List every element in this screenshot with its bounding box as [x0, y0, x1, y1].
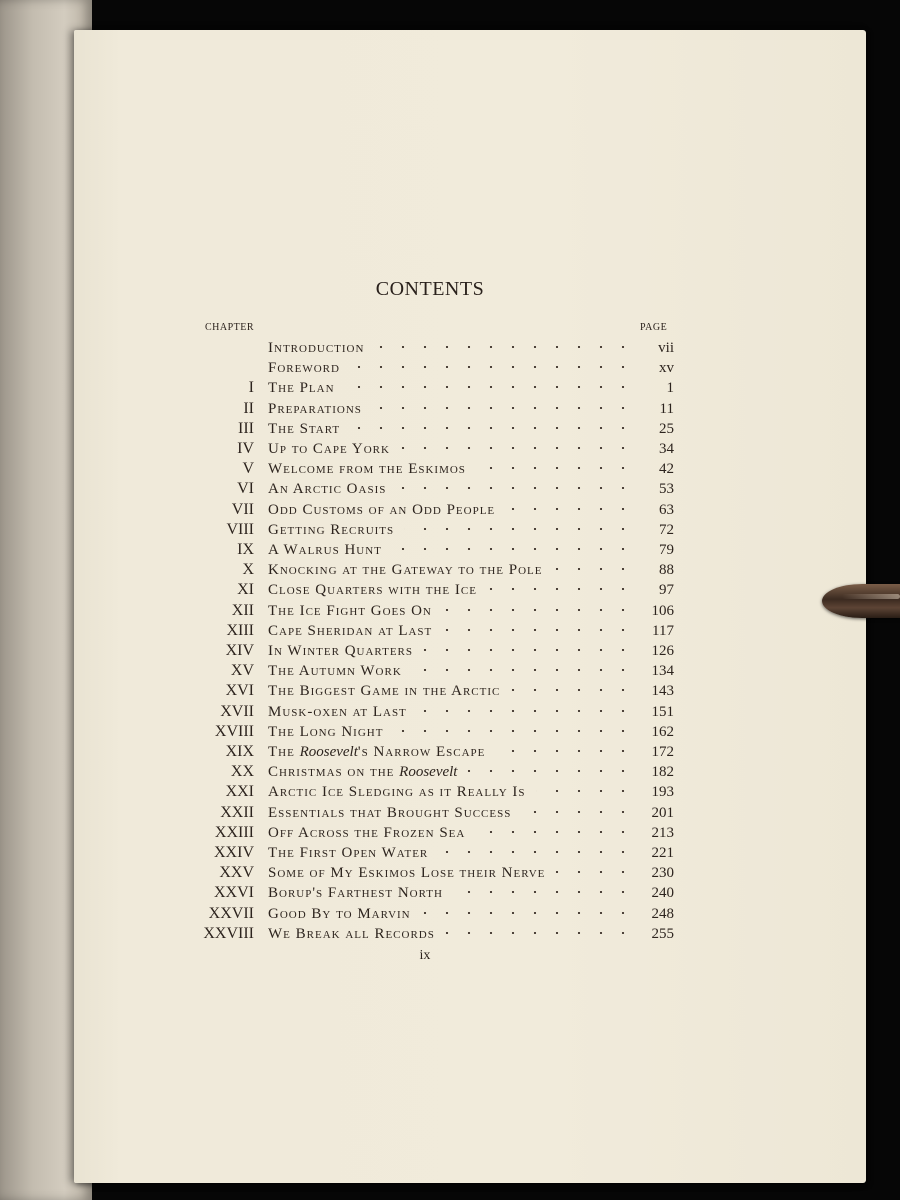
chapter-numeral: IV	[237, 440, 254, 457]
chapter-numeral: II	[243, 399, 254, 417]
page-number: 172	[651, 744, 674, 760]
chapter-numeral: XXVII	[208, 904, 254, 922]
toc-entry	[0, 702, 900, 722]
chapter-title: A Walrus Hunt	[268, 542, 382, 558]
chapter-title: The Ice Fight Goes On	[268, 602, 432, 619]
page-number: 42	[659, 461, 674, 478]
toc-entry	[0, 338, 900, 358]
contents-heading: CONTENTS	[375, 278, 485, 300]
dot-leader	[553, 568, 634, 570]
chapter-title: Getting Recruits	[268, 521, 395, 538]
chapter-title: Good By to Marvin	[268, 905, 411, 922]
page-number: 162	[651, 723, 674, 740]
toc-entry	[0, 681, 900, 701]
chapter-title: Introduction	[268, 340, 365, 356]
chapter-numeral: XVI	[225, 682, 254, 700]
page-number: 201	[651, 804, 674, 821]
page-number: 53	[659, 481, 674, 498]
toc-entry	[0, 540, 900, 560]
toc-entry	[0, 641, 900, 661]
chapter-title: Arctic Ice Sledging as it Really Is	[268, 784, 526, 801]
chapter-title: Essentials that Brought Success	[268, 804, 512, 821]
dot-leader	[412, 669, 634, 671]
dot-leader	[521, 811, 634, 813]
dot-leader	[453, 891, 634, 893]
chapter-title: Some of My Eskimos Lose their Nerve	[268, 865, 546, 882]
toc-entry	[0, 399, 900, 419]
chapter-numeral: XV	[230, 662, 254, 680]
chapter-numeral: XI	[237, 581, 254, 599]
chapter-numeral: XIX	[225, 743, 254, 760]
chapter-column-header: CHAPTER	[205, 322, 255, 333]
dot-leader	[442, 609, 634, 611]
toc-entry	[0, 500, 900, 520]
page-folio: ix	[419, 948, 431, 963]
dot-leader	[438, 851, 634, 853]
chapter-numeral: X	[242, 561, 254, 579]
page-number: 221	[651, 845, 674, 861]
dot-leader	[536, 790, 634, 792]
page-number: 213	[651, 824, 674, 841]
toc-entry	[0, 924, 900, 944]
dot-leader	[350, 366, 634, 368]
chapter-title: Off Across the Frozen Sea	[268, 824, 466, 841]
dot-leader	[404, 528, 634, 530]
page-number: 182	[651, 764, 674, 781]
chapter-title: The First Open Water	[268, 845, 429, 861]
chapter-numeral: XXVI	[214, 884, 254, 902]
dot-leader	[421, 912, 634, 914]
page-number: 255	[651, 925, 674, 942]
chapter-title: The Plan	[268, 380, 335, 397]
toc-entry	[0, 742, 900, 762]
chapter-numeral: I	[248, 379, 254, 397]
toc-entry	[0, 904, 900, 924]
chapter-title: The Roosevelt's Narrow Escape	[268, 744, 486, 760]
chapter-title: Close Quarters with the Ice	[268, 582, 477, 599]
dot-leader	[393, 730, 634, 732]
toc-entry	[0, 560, 900, 580]
page-number: 34	[659, 441, 674, 457]
page-column-header: PAGE	[640, 322, 668, 333]
chapter-title: Foreword	[268, 360, 340, 377]
toc-entry	[0, 580, 900, 600]
toc-entry	[0, 661, 900, 681]
dot-leader	[417, 710, 634, 712]
chapter-numeral: VII	[231, 500, 254, 518]
page-number: 240	[651, 885, 674, 902]
chapter-title: In Winter Quarters	[268, 643, 413, 659]
chapter-title: Christmas on the Roosevelt	[268, 764, 458, 781]
dot-leader	[372, 407, 634, 409]
dot-leader	[400, 447, 634, 449]
dot-leader	[555, 871, 634, 873]
toc-entry	[0, 782, 900, 802]
dot-leader	[467, 770, 634, 772]
chapter-title: Borup's Farthest North	[268, 885, 443, 902]
toc-entry	[0, 762, 900, 782]
toc-entry	[0, 358, 900, 378]
chapter-numeral: XII	[231, 601, 254, 619]
dot-leader	[396, 487, 634, 489]
page-number: 126	[651, 643, 674, 659]
dot-leader	[505, 508, 634, 510]
chapter-numeral: III	[238, 419, 254, 437]
chapter-title: The Biggest Game in the Arctic	[268, 683, 501, 700]
page-number: 143	[651, 683, 674, 700]
chapter-title: Up to Cape York	[268, 441, 390, 457]
dot-leader	[345, 386, 634, 388]
page-number: 79	[659, 542, 674, 558]
page-number: 117	[652, 622, 674, 639]
chapter-numeral: XIV	[225, 642, 254, 659]
chapter-numeral: V	[242, 460, 254, 478]
dot-leader	[442, 629, 634, 631]
chapter-title: Preparations	[268, 400, 362, 417]
chapter-numeral: VIII	[226, 520, 254, 538]
chapter-numeral: XIII	[226, 621, 254, 639]
chapter-title: The Start	[268, 420, 341, 437]
chapter-numeral: XXII	[220, 803, 254, 821]
dot-leader	[495, 750, 634, 752]
chapter-numeral: XXVIII	[203, 924, 254, 942]
toc-entry	[0, 722, 900, 742]
chapter-numeral: XX	[230, 763, 254, 781]
chapter-title: Welcome from the Eskimos	[268, 461, 466, 478]
chapter-title: We Break all Records	[268, 925, 435, 942]
chapter-numeral: XXIII	[214, 823, 254, 841]
chapter-numeral: XVII	[220, 702, 254, 720]
chapter-title: The Autumn Work	[268, 663, 402, 680]
dot-leader	[475, 831, 634, 833]
page-number: 230	[651, 865, 674, 882]
page-number: 88	[659, 562, 674, 579]
toc-entry	[0, 621, 900, 641]
page-number: xv	[659, 360, 674, 377]
toc-entry	[0, 479, 900, 499]
toc-entry	[0, 520, 900, 540]
toc-entry	[0, 803, 900, 823]
chapter-numeral: XXIV	[214, 844, 254, 861]
page-number: 63	[659, 501, 674, 518]
page-number: vii	[658, 340, 674, 356]
toc-entry	[0, 823, 900, 843]
chapter-title: An Arctic Oasis	[268, 481, 387, 498]
dot-leader	[423, 649, 634, 651]
toc-entry	[0, 601, 900, 621]
toc-entry	[0, 883, 900, 903]
toc-entry	[0, 439, 900, 459]
chapter-numeral: XXV	[219, 864, 254, 882]
chapter-title: Musk-oxen at Last	[268, 703, 407, 720]
page-number: 193	[651, 784, 674, 801]
toc-entry	[0, 378, 900, 398]
dot-leader	[487, 588, 634, 590]
dot-leader	[350, 427, 634, 429]
chapter-numeral: IX	[237, 541, 254, 558]
toc-entry	[0, 419, 900, 439]
dot-leader	[374, 346, 634, 348]
dot-leader	[445, 932, 634, 934]
page-number: 72	[659, 521, 674, 538]
page-number: 11	[659, 400, 674, 417]
toc-entry	[0, 843, 900, 863]
chapter-title: Odd Customs of an Odd People	[268, 501, 496, 518]
page-number: 25	[659, 420, 674, 437]
chapter-title: The Long Night	[268, 723, 384, 740]
chapter-numeral: XVIII	[214, 722, 254, 740]
chapter-numeral: VI	[237, 480, 254, 498]
page-number: 1	[666, 380, 674, 397]
page-number: 97	[659, 582, 674, 599]
page-number: 151	[651, 703, 674, 720]
toc-entry	[0, 863, 900, 883]
dot-leader	[510, 689, 634, 691]
page-number: 134	[651, 663, 674, 680]
toc-entry	[0, 459, 900, 479]
chapter-title: Knocking at the Gateway to the Pole	[268, 562, 543, 579]
chapter-title: Cape Sheridan at Last	[268, 622, 433, 639]
dot-leader	[392, 548, 634, 550]
page-number: 106	[651, 602, 674, 619]
page-number: 248	[651, 905, 674, 922]
chapter-numeral: XXI	[225, 783, 254, 801]
dot-leader	[476, 467, 634, 469]
